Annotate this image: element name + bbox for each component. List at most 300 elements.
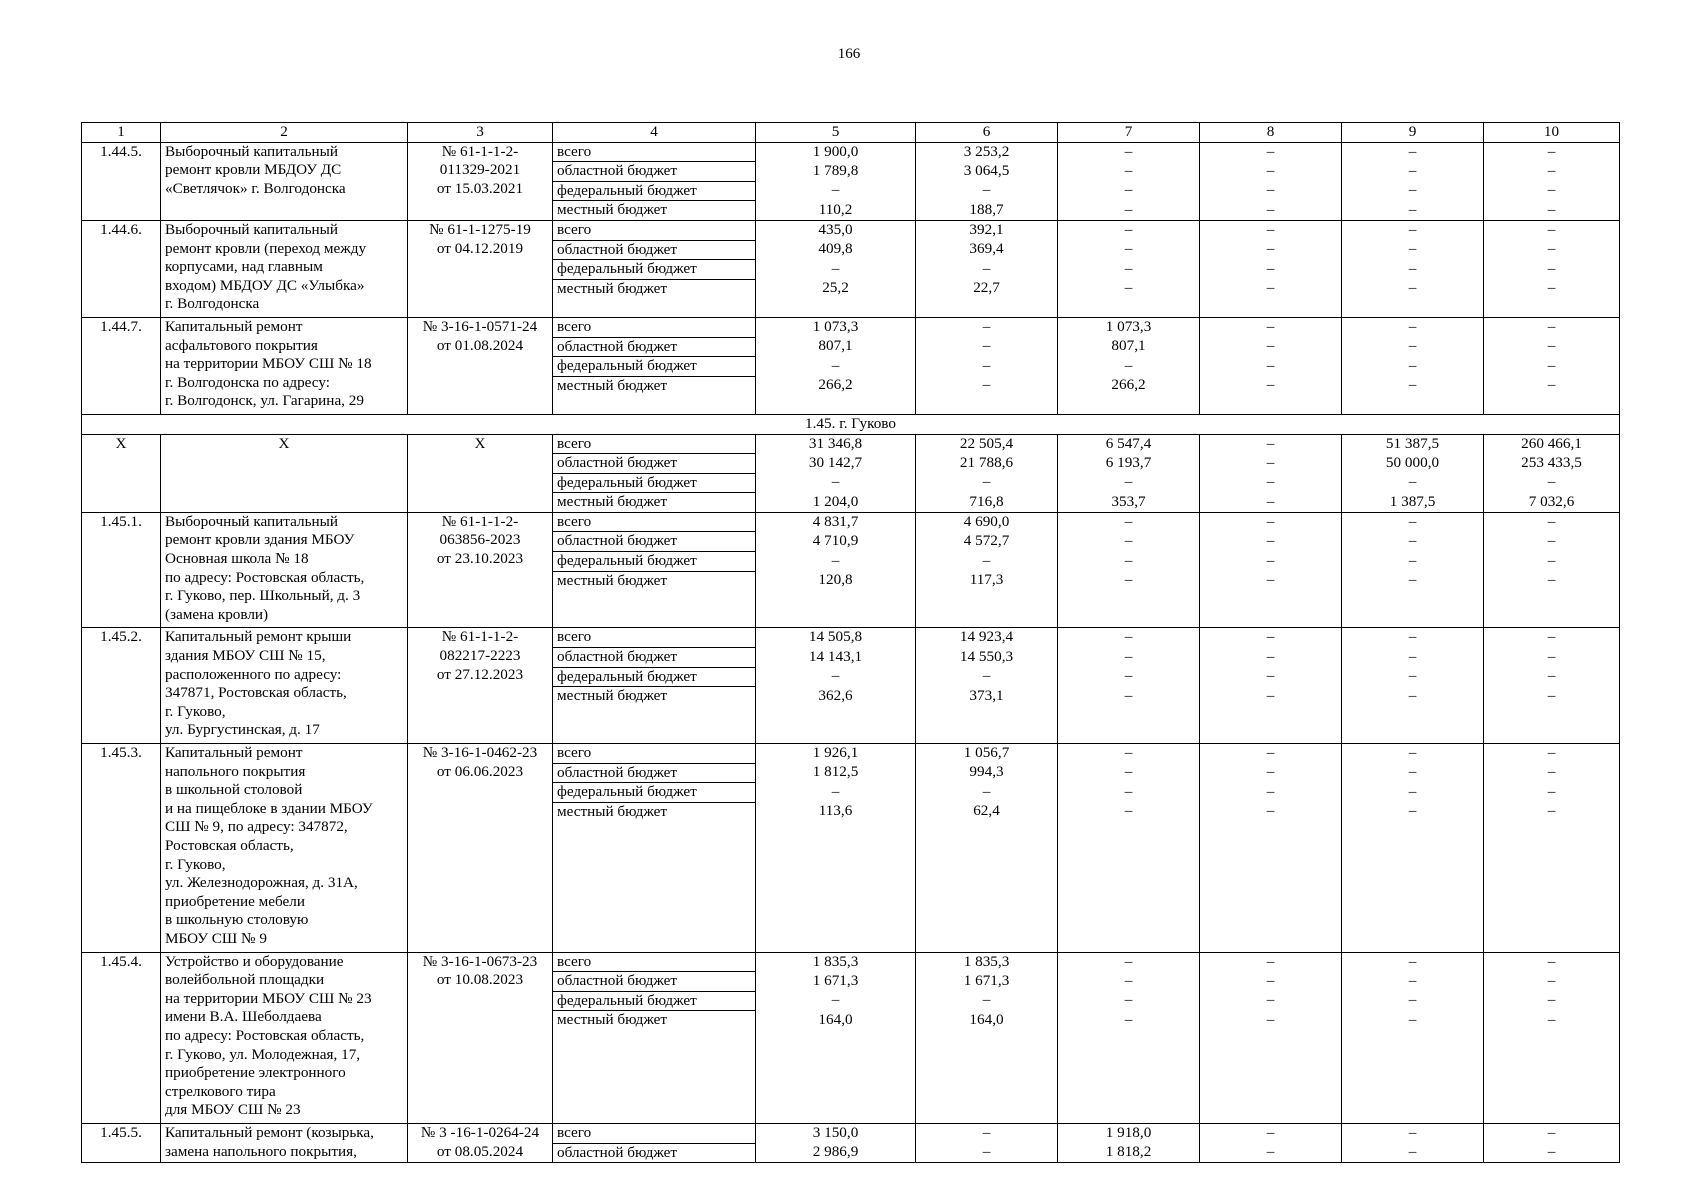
- value-cell: –: [916, 552, 1058, 572]
- value-cell: 716,8: [916, 493, 1058, 513]
- value-cell: –: [1058, 181, 1200, 201]
- value-cell: –: [756, 667, 916, 687]
- value-cell: 369,4: [916, 240, 1058, 260]
- value-cell: –: [1200, 991, 1342, 1011]
- value-cell: –: [1058, 802, 1200, 952]
- value-cell: –: [1058, 240, 1200, 260]
- value-cell: –: [1200, 279, 1342, 317]
- value-cell: 266,2: [756, 376, 916, 414]
- value-cell: –: [1200, 763, 1342, 783]
- value-cell: –: [1484, 240, 1620, 260]
- value-cell: –: [1484, 628, 1620, 648]
- value-cell: –: [1200, 952, 1342, 972]
- value-cell: 7 032,6: [1484, 493, 1620, 513]
- budget-source-label: местный бюджет: [553, 802, 756, 952]
- column-header: 3: [408, 123, 553, 143]
- value-cell: –: [1342, 260, 1484, 280]
- value-cell: 1 835,3: [916, 952, 1058, 972]
- value-cell: –: [916, 783, 1058, 803]
- value-cell: 51 387,5: [1342, 434, 1484, 454]
- item-name: [161, 952, 408, 1123]
- value-cell: –: [1200, 260, 1342, 280]
- budget-source-label: областной бюджет: [553, 162, 756, 182]
- value-cell: –: [1200, 181, 1342, 201]
- value-cell: –: [1200, 454, 1342, 474]
- value-cell: –: [1342, 667, 1484, 687]
- value-cell: –: [1200, 357, 1342, 377]
- budget-source-label: федеральный бюджет: [553, 991, 756, 1011]
- item-document: [408, 317, 553, 414]
- item-name: [161, 434, 408, 512]
- value-cell: –: [1484, 763, 1620, 783]
- value-cell: –: [1058, 972, 1200, 992]
- table-body: [82, 123, 1620, 1163]
- table-row: [82, 434, 1620, 454]
- value-cell: –: [1200, 201, 1342, 221]
- value-cell: –: [1058, 357, 1200, 377]
- value-cell: –: [916, 376, 1058, 414]
- budget-table: [81, 122, 1620, 1163]
- section-row: [82, 414, 1620, 434]
- value-cell: –: [1200, 972, 1342, 992]
- value-cell: 62,4: [916, 802, 1058, 952]
- value-cell: –: [1200, 240, 1342, 260]
- value-cell: –: [1342, 162, 1484, 182]
- item-name-text: Устройство и оборудование волейбольной площадки на территории МБОУ СШ № 23 имени В.А. Шеболдаева по адресу: Ростовская область, г. Гуково, ул. Молодежная, 17, приобретение электронного стрелкового тира для МБОУ СШ № 23: [165, 952, 372, 1119]
- value-cell: –: [1058, 552, 1200, 572]
- value-cell: –: [1342, 1011, 1484, 1124]
- value-cell: –: [1058, 201, 1200, 221]
- value-cell: 1 818,2: [1058, 1143, 1200, 1163]
- value-cell: 1 789,8: [756, 162, 916, 182]
- item-document-text: № 3-16-1-0462-23 от 06.06.2023: [422, 744, 538, 780]
- item-document-text: № 3-16-1-0571-24 от 01.08.2024: [422, 317, 538, 354]
- item-name: [161, 744, 408, 953]
- value-cell: –: [1058, 687, 1200, 744]
- value-cell: –: [1342, 240, 1484, 260]
- value-cell: –: [1484, 783, 1620, 803]
- value-cell: –: [916, 357, 1058, 377]
- value-cell: –: [1200, 687, 1342, 744]
- value-cell: –: [916, 991, 1058, 1011]
- item-number: 1.45.5.: [82, 1123, 161, 1162]
- value-cell: –: [1200, 1011, 1342, 1124]
- value-cell: –: [1484, 162, 1620, 182]
- value-cell: –: [1342, 763, 1484, 783]
- column-header: 8: [1200, 123, 1342, 143]
- value-cell: –: [1058, 763, 1200, 783]
- value-cell: 1 926,1: [756, 744, 916, 764]
- value-cell: –: [1058, 532, 1200, 552]
- value-cell: –: [1200, 512, 1342, 532]
- value-cell: –: [1484, 279, 1620, 317]
- item-document-text: Х: [474, 434, 486, 452]
- item-document-text: № 3-16-1-0673-23 от 10.08.2023: [422, 952, 538, 989]
- value-cell: 30 142,7: [756, 454, 916, 474]
- budget-source-label: федеральный бюджет: [553, 473, 756, 493]
- column-header: 6: [916, 123, 1058, 143]
- item-name-text: Капитальный ремонт напольного покрытия в школьной столовой и на пищеблоке в здании МБОУ СШ № 9, по адресу: 347872, Ростовская область, г. Гуково, ул. Железнодорожная, д. 31А, приобретение мебели в школьную столовую МБОУ СШ № 9: [165, 744, 373, 947]
- column-header: 7: [1058, 123, 1200, 143]
- value-cell: –: [1058, 512, 1200, 532]
- item-document: [408, 628, 553, 744]
- budget-source-label: всего: [553, 628, 756, 648]
- value-cell: –: [1058, 260, 1200, 280]
- value-cell: 1 056,7: [916, 744, 1058, 764]
- value-cell: –: [1342, 991, 1484, 1011]
- value-cell: –: [1058, 667, 1200, 687]
- value-cell: 188,7: [916, 201, 1058, 221]
- value-cell: –: [1342, 201, 1484, 221]
- value-cell: –: [1200, 493, 1342, 513]
- value-cell: –: [1484, 1123, 1620, 1143]
- budget-source-label: областной бюджет: [553, 972, 756, 992]
- item-number: 1.44.5.: [82, 142, 161, 220]
- value-cell: –: [1342, 952, 1484, 972]
- value-cell: 994,3: [916, 763, 1058, 783]
- value-cell: –: [1058, 952, 1200, 972]
- value-cell: –: [1342, 552, 1484, 572]
- value-cell: 807,1: [1058, 337, 1200, 357]
- value-cell: –: [916, 667, 1058, 687]
- value-cell: –: [1342, 142, 1484, 162]
- item-number: 1.45.2.: [82, 628, 161, 744]
- value-cell: 50 000,0: [1342, 454, 1484, 474]
- value-cell: –: [1200, 628, 1342, 648]
- item-name: [161, 220, 408, 317]
- value-cell: –: [1484, 972, 1620, 992]
- value-cell: –: [1484, 142, 1620, 162]
- budget-source-label: всего: [553, 317, 756, 337]
- value-cell: –: [1058, 744, 1200, 764]
- value-cell: –: [1200, 142, 1342, 162]
- value-cell: 2 986,9: [756, 1143, 916, 1163]
- value-cell: 3 253,2: [916, 142, 1058, 162]
- value-cell: –: [1484, 571, 1620, 628]
- value-cell: –: [1484, 1011, 1620, 1124]
- value-cell: –: [1342, 473, 1484, 493]
- value-cell: 260 466,1: [1484, 434, 1620, 454]
- value-cell: –: [1342, 279, 1484, 317]
- value-cell: –: [1200, 571, 1342, 628]
- budget-source-label: местный бюджет: [553, 201, 756, 221]
- value-cell: –: [1058, 628, 1200, 648]
- item-name: [161, 317, 408, 414]
- budget-source-label: местный бюджет: [553, 493, 756, 513]
- item-name-text: Выборочный капитальный ремонт кровли МБДОУ ДС «Светлячок» г. Волгодонска: [165, 142, 346, 197]
- value-cell: –: [916, 337, 1058, 357]
- value-cell: –: [1342, 512, 1484, 532]
- value-cell: 807,1: [756, 337, 916, 357]
- item-name-text: Выборочный капитальный ремонт кровли здания МБОУ Основная школа № 18 по адресу: Ростовская область, г. Гуково, пер. Школьный, д. 3 (замена кровли): [165, 512, 365, 623]
- page-number: 166: [837, 46, 861, 62]
- value-cell: –: [1484, 376, 1620, 414]
- value-cell: –: [1200, 802, 1342, 952]
- value-cell: 362,6: [756, 687, 916, 744]
- value-cell: –: [916, 1143, 1058, 1163]
- value-cell: –: [1484, 260, 1620, 280]
- budget-source-label: всего: [553, 220, 756, 240]
- table-row: [82, 628, 1620, 648]
- value-cell: –: [1484, 687, 1620, 744]
- value-cell: –: [1484, 1143, 1620, 1163]
- column-header: 5: [756, 123, 916, 143]
- value-cell: –: [1484, 473, 1620, 493]
- table-row: [82, 142, 1620, 162]
- value-cell: –: [1484, 357, 1620, 377]
- value-cell: –: [1058, 162, 1200, 182]
- budget-source-label: федеральный бюджет: [553, 783, 756, 803]
- budget-source-label: местный бюджет: [553, 279, 756, 317]
- value-cell: –: [916, 317, 1058, 337]
- budget-source-label: областной бюджет: [553, 454, 756, 474]
- item-document: [408, 952, 553, 1123]
- value-cell: 22,7: [916, 279, 1058, 317]
- value-cell: 113,6: [756, 802, 916, 952]
- value-cell: –: [916, 473, 1058, 493]
- item-document: [408, 744, 553, 953]
- value-cell: 14 505,8: [756, 628, 916, 648]
- item-name: [161, 1123, 408, 1162]
- item-name-text: Капитальный ремонт крыши здания МБОУ СШ № 15, расположенного по адресу: 347871, Ростовская область, г. Гуково, ул. Бургустинская, д. 17: [165, 628, 352, 739]
- value-cell: 3 064,5: [916, 162, 1058, 182]
- value-cell: 22 505,4: [916, 434, 1058, 454]
- value-cell: 1 835,3: [756, 952, 916, 972]
- item-name-text: Капитальный ремонт асфальтового покрытия на территории МБОУ СШ № 18 г. Волгодонска по адресу: г. Волгодонск, ул. Гагарина, 29: [165, 317, 372, 410]
- value-cell: –: [1342, 181, 1484, 201]
- budget-source-label: местный бюджет: [553, 376, 756, 414]
- budget-source-label: федеральный бюджет: [553, 552, 756, 572]
- value-cell: –: [1484, 317, 1620, 337]
- value-cell: –: [1200, 376, 1342, 414]
- table-row: [82, 512, 1620, 532]
- item-number: 1.45.4.: [82, 952, 161, 1123]
- value-cell: –: [1484, 201, 1620, 221]
- budget-source-label: областной бюджет: [553, 532, 756, 552]
- item-name: [161, 512, 408, 628]
- value-cell: –: [1484, 337, 1620, 357]
- budget-source-label: всего: [553, 512, 756, 532]
- item-number: 1.44.7.: [82, 317, 161, 414]
- item-document: [408, 512, 553, 628]
- column-header: 10: [1484, 123, 1620, 143]
- value-cell: –: [1342, 337, 1484, 357]
- item-document-text: № 61-1-1-2- 082217-2223 от 27.12.2023: [436, 628, 524, 683]
- item-document: [408, 220, 553, 317]
- budget-source-label: всего: [553, 1123, 756, 1143]
- value-cell: –: [1058, 279, 1200, 317]
- value-cell: –: [1342, 972, 1484, 992]
- item-document: [408, 434, 553, 512]
- value-cell: –: [1058, 220, 1200, 240]
- table-row: [82, 220, 1620, 240]
- item-name: [161, 628, 408, 744]
- value-cell: –: [1484, 744, 1620, 764]
- value-cell: –: [1342, 783, 1484, 803]
- budget-source-label: федеральный бюджет: [553, 357, 756, 377]
- item-number: 1.44.6.: [82, 220, 161, 317]
- budget-source-label: областной бюджет: [553, 763, 756, 783]
- value-cell: –: [1342, 532, 1484, 552]
- value-cell: 4 690,0: [916, 512, 1058, 532]
- budget-source-label: федеральный бюджет: [553, 667, 756, 687]
- table-header-row: [82, 123, 1620, 143]
- value-cell: 409,8: [756, 240, 916, 260]
- value-cell: 110,2: [756, 201, 916, 221]
- value-cell: –: [1058, 783, 1200, 803]
- value-cell: 14 923,4: [916, 628, 1058, 648]
- value-cell: 266,2: [1058, 376, 1200, 414]
- value-cell: –: [756, 991, 916, 1011]
- value-cell: 1 387,5: [1342, 493, 1484, 513]
- value-cell: –: [1342, 1143, 1484, 1163]
- value-cell: –: [1484, 802, 1620, 952]
- value-cell: –: [1342, 628, 1484, 648]
- value-cell: 164,0: [916, 1011, 1058, 1124]
- value-cell: –: [1342, 687, 1484, 744]
- value-cell: 435,0: [756, 220, 916, 240]
- item-document-text: № 3 -16-1-0264-24 от 08.05.2024: [420, 1123, 540, 1160]
- budget-source-label: областной бюджет: [553, 240, 756, 260]
- table-row: [82, 952, 1620, 972]
- value-cell: 1 900,0: [756, 142, 916, 162]
- budget-source-label: всего: [553, 434, 756, 454]
- value-cell: –: [1200, 317, 1342, 337]
- value-cell: –: [756, 181, 916, 201]
- budget-source-label: федеральный бюджет: [553, 260, 756, 280]
- value-cell: 373,1: [916, 687, 1058, 744]
- value-cell: –: [1342, 376, 1484, 414]
- budget-source-label: областной бюджет: [553, 337, 756, 357]
- value-cell: –: [1200, 552, 1342, 572]
- budget-source-label: всего: [553, 142, 756, 162]
- item-document-text: № 61-1-1-2- 011329-2021 от 15.03.2021: [436, 142, 524, 197]
- value-cell: 4 831,7: [756, 512, 916, 532]
- value-cell: –: [756, 357, 916, 377]
- column-header: 4: [553, 123, 756, 143]
- budget-source-label: федеральный бюджет: [553, 181, 756, 201]
- value-cell: –: [1342, 317, 1484, 337]
- value-cell: –: [1484, 991, 1620, 1011]
- table-row: [82, 1123, 1620, 1143]
- value-cell: –: [1058, 571, 1200, 628]
- value-cell: –: [916, 260, 1058, 280]
- table-row: [82, 744, 1620, 764]
- item-document: [408, 1123, 553, 1162]
- value-cell: 21 788,6: [916, 454, 1058, 474]
- column-header: 1: [82, 123, 161, 143]
- value-cell: 164,0: [756, 1011, 916, 1124]
- value-cell: –: [1342, 744, 1484, 764]
- value-cell: 14 550,3: [916, 648, 1058, 668]
- value-cell: –: [1058, 142, 1200, 162]
- budget-source-label: местный бюджет: [553, 1011, 756, 1124]
- value-cell: –: [1484, 532, 1620, 552]
- value-cell: –: [1200, 648, 1342, 668]
- value-cell: –: [1484, 648, 1620, 668]
- value-cell: –: [1342, 220, 1484, 240]
- value-cell: –: [1200, 667, 1342, 687]
- value-cell: –: [756, 473, 916, 493]
- value-cell: 31 346,8: [756, 434, 916, 454]
- value-cell: 4 710,9: [756, 532, 916, 552]
- value-cell: –: [1484, 552, 1620, 572]
- value-cell: –: [1058, 1011, 1200, 1124]
- value-cell: –: [1484, 512, 1620, 532]
- item-number: 1.45.3.: [82, 744, 161, 953]
- value-cell: –: [756, 260, 916, 280]
- value-cell: 120,8: [756, 571, 916, 628]
- value-cell: –: [1200, 337, 1342, 357]
- value-cell: 117,3: [916, 571, 1058, 628]
- value-cell: 3 150,0: [756, 1123, 916, 1143]
- value-cell: –: [1200, 220, 1342, 240]
- value-cell: –: [916, 1123, 1058, 1143]
- value-cell: –: [1342, 802, 1484, 952]
- value-cell: 253 433,5: [1484, 454, 1620, 474]
- value-cell: –: [1200, 783, 1342, 803]
- value-cell: –: [1484, 220, 1620, 240]
- value-cell: –: [1200, 1143, 1342, 1163]
- value-cell: 392,1: [916, 220, 1058, 240]
- item-document-text: № 61-1-1-2- 063856-2023 от 23.10.2023: [436, 512, 524, 568]
- value-cell: –: [1484, 952, 1620, 972]
- item-name-text: Капитальный ремонт (козырька, замена напольного покрытия,: [165, 1123, 374, 1160]
- value-cell: 1 073,3: [756, 317, 916, 337]
- value-cell: –: [1342, 648, 1484, 668]
- value-cell: 25,2: [756, 279, 916, 317]
- value-cell: –: [916, 181, 1058, 201]
- budget-source-label: всего: [553, 744, 756, 764]
- value-cell: 1 812,5: [756, 763, 916, 783]
- value-cell: –: [1058, 473, 1200, 493]
- value-cell: –: [1200, 434, 1342, 454]
- value-cell: 1 671,3: [916, 972, 1058, 992]
- value-cell: –: [1058, 991, 1200, 1011]
- value-cell: –: [756, 552, 916, 572]
- item-name-text: Х: [278, 434, 290, 452]
- value-cell: 353,7: [1058, 493, 1200, 513]
- item-number: 1.45.1.: [82, 512, 161, 628]
- value-cell: 1 204,0: [756, 493, 916, 513]
- table-row: [82, 317, 1620, 337]
- value-cell: –: [1342, 1123, 1484, 1143]
- item-number: Х: [82, 434, 161, 512]
- budget-source-label: областной бюджет: [553, 648, 756, 668]
- item-document-text: № 61-1-1275-19 от 04.12.2019: [429, 220, 531, 257]
- column-header: 2: [161, 123, 408, 143]
- budget-source-label: местный бюджет: [553, 571, 756, 628]
- value-cell: –: [1200, 532, 1342, 552]
- value-cell: 1 073,3: [1058, 317, 1200, 337]
- value-cell: –: [1484, 181, 1620, 201]
- item-name: [161, 142, 408, 220]
- budget-source-label: всего: [553, 952, 756, 972]
- value-cell: 14 143,1: [756, 648, 916, 668]
- value-cell: 4 572,7: [916, 532, 1058, 552]
- value-cell: –: [1200, 744, 1342, 764]
- section-title: 1.45. г. Гуково: [82, 414, 1620, 434]
- budget-source-label: местный бюджет: [553, 687, 756, 744]
- value-cell: –: [1058, 648, 1200, 668]
- item-name-text: Выборочный капитальный ремонт кровли (переход между корпусами, над главным входом) МБДОУ ДС «Улыбка» г. Волгодонска: [165, 220, 367, 313]
- value-cell: –: [1484, 667, 1620, 687]
- value-cell: –: [1200, 162, 1342, 182]
- value-cell: –: [1342, 571, 1484, 628]
- value-cell: 1 671,3: [756, 972, 916, 992]
- value-cell: 6 547,4: [1058, 434, 1200, 454]
- budget-source-label: областной бюджет: [553, 1143, 756, 1163]
